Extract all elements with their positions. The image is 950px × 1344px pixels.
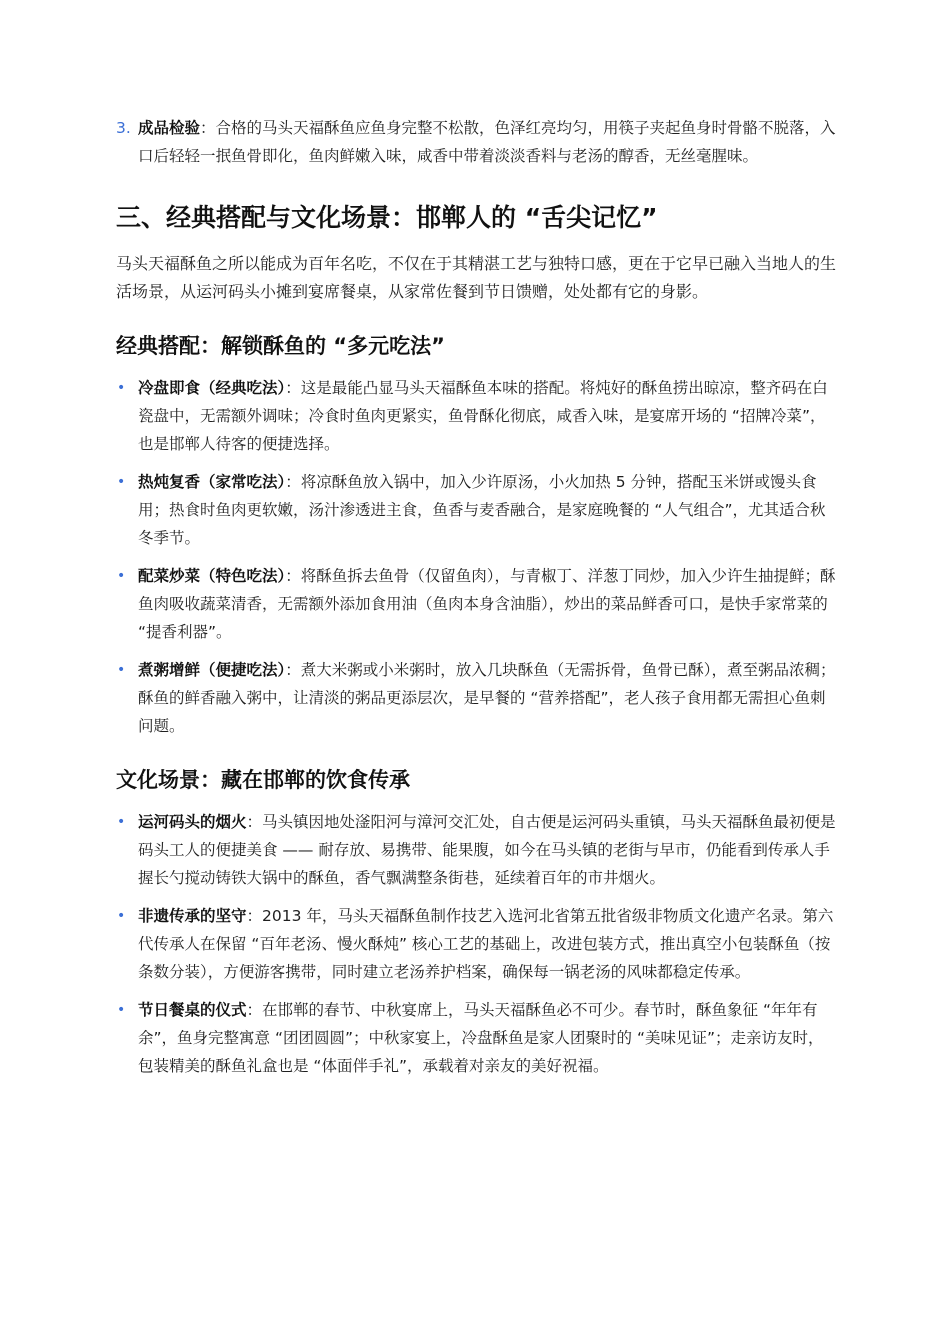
subheading-culture: 文化场景：藏在邯郸的饮食传承: [116, 768, 410, 792]
item-text: ：在邯郸的春节、中秋宴席上，马头天福酥鱼必不可少。春节时，酥鱼象征 “年年有余”，鱼身完整寓意 “团团圆圆”；中秋家宴上，冷盘酥鱼是家人团聚时的 “美味见证”；走亲访友时，包装精美的酥鱼礼盒也是 “体面伴手礼”，承载着对亲友的美好祝福。: [138, 1001, 824, 1075]
bullet-icon: •: [117, 814, 126, 830]
list-item: [116, 996, 838, 1080]
item-lead: 节日餐桌的仪式: [138, 1001, 247, 1019]
item-lead: 运河码头的烟火: [138, 813, 247, 831]
list-item: [116, 656, 838, 740]
culture-list: [116, 808, 838, 1080]
list-item: [116, 562, 838, 646]
bullet-icon: •: [117, 662, 126, 678]
section-intro: 马头天福酥鱼之所以能成为百年名吃，不仅在于其精湛工艺与独特口感，更在于它早已融入当地人的生活场景，从运河码头小摊到宴席餐桌，从家常佐餐到节日馈赠，处处都有它的身影。: [116, 254, 837, 301]
bullet-icon: •: [117, 380, 126, 396]
bullet-icon: •: [117, 474, 126, 490]
item-text: ：将凉酥鱼放入锅中，加入少许原汤，小火加热 5 分钟，搭配玉米饼或馒头食用；热食时鱼肉更软嫩，汤汁渗透进主食，鱼香与麦香融合，是家庭晚餐的 “人气组合”，尤其适合秋冬季节。: [138, 473, 826, 547]
item-text: ：2013 年，马头天福酥鱼制作技艺入选河北省第五批省级非物质文化遗产名录。第六代传承人在保留 “百年老汤、慢火酥炖” 核心工艺的基础上，改进包装方式，推出真空小包装酥鱼（按条数分装），方便游客携带，同时建立老汤养护档案，确保每一锅老汤的风味都稳定传承。: [138, 907, 834, 981]
item-lead: 煮粥增鲜（便捷吃法）: [138, 661, 286, 679]
item-lead: 非遗传承的坚守: [138, 907, 247, 925]
bullet-icon: •: [117, 568, 126, 584]
subheading-pairing: 经典搭配：解锁酥鱼的 “多元吃法”: [116, 334, 445, 358]
list-item: [116, 468, 838, 552]
bullet-icon: •: [117, 908, 126, 924]
list-item: [116, 808, 838, 892]
item-text: ：马头镇因地处滏阳河与漳河交汇处，自古便是运河码头重镇，马头天福酥鱼最初便是码头工人的便捷美食 —— 耐存放、易携带、能果腹，如今在马头镇的老街与早市，仍能看到传承人手握长勺搅动铸铁大锅中的酥鱼，香气飘满整条街巷，延续着百年的市井烟火。: [138, 813, 836, 887]
list-item: [116, 902, 838, 986]
bullet-icon: •: [117, 1002, 126, 1018]
item-text: ：煮大米粥或小米粥时，放入几块酥鱼（无需拆骨，鱼骨已酥），煮至粥品浓稠；酥鱼的鲜香融入粥中，让清淡的粥品更添层次，是早餐的 “营养搭配”，老人孩子食用都无需担心鱼刺问题。: [138, 661, 836, 735]
section-heading: 三、经典搭配与文化场景：邯郸人的 “舌尖记忆”: [116, 203, 658, 232]
item-text: ：这是最能凸显马头天福酥鱼本味的搭配。将炖好的酥鱼捞出晾凉，整齐码在白瓷盘中，无需额外调味；冷食时鱼肉更紧实，鱼骨酥化彻底，咸香入味，是宴席开场的 “招牌冷菜”，也是邯郸人待客的便捷选择。: [138, 379, 828, 453]
pairing-list: [116, 374, 838, 740]
item-lead: 冷盘即食（经典吃法）: [138, 379, 286, 397]
list-item: [116, 374, 838, 458]
item-lead: 热炖复香（家常吃法）: [138, 473, 286, 491]
item-lead: 成品检验: [138, 119, 201, 137]
item-text: ：将酥鱼拆去鱼骨（仅留鱼肉），与青椒丁、洋葱丁同炒，加入少许生抽提鲜；酥鱼肉吸收蔬菜清香，无需额外添加食用油（鱼肉本身含油脂），炒出的菜品鲜香可口，是快手家常菜的 “提香利器”。: [138, 567, 836, 641]
list-number: 3.: [116, 119, 131, 137]
document-content: [116, 114, 838, 1090]
item-lead: 配菜炒菜（特色吃法）: [138, 567, 286, 585]
numbered-item-quality-check: [116, 114, 838, 170]
item-text: ：合格的马头天福酥鱼应鱼身完整不松散，色泽红亮均匀，用筷子夹起鱼身时骨骼不脱落，入口后轻轻一抿鱼骨即化，鱼肉鲜嫩入味，咸香中带着淡淡香料与老汤的醇香，无丝毫腥味。: [138, 119, 836, 165]
